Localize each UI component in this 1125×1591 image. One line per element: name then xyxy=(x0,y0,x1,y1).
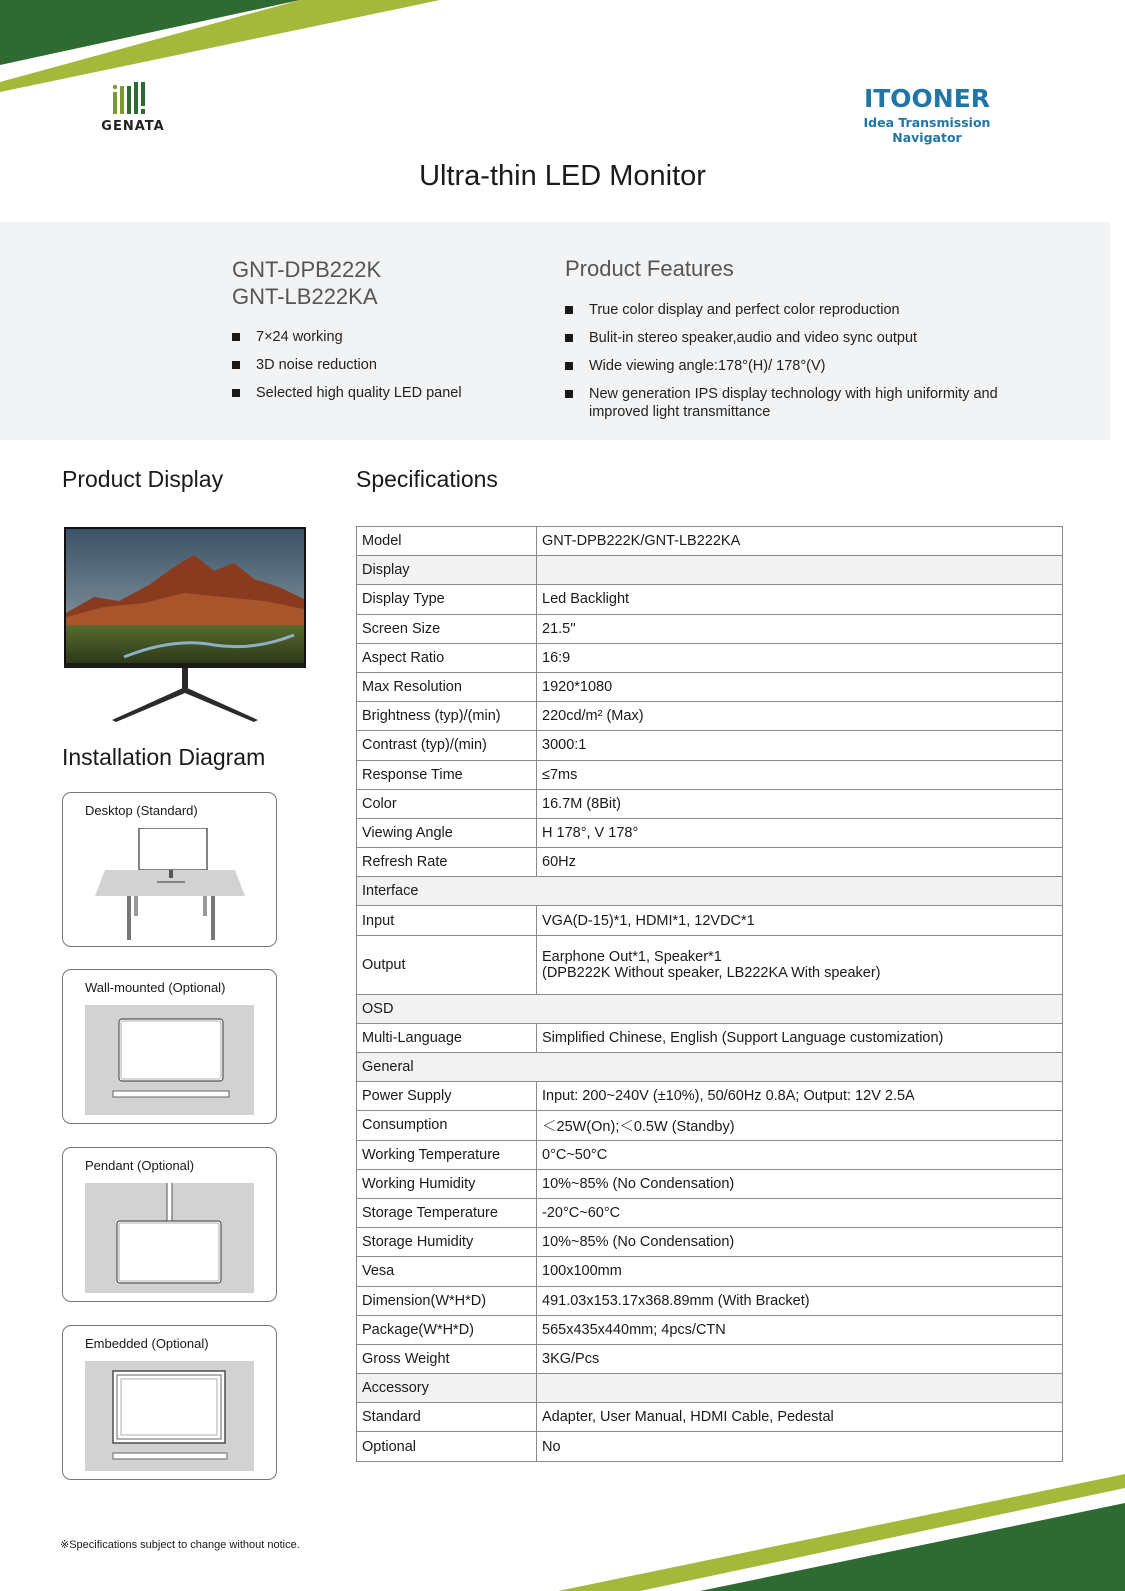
table-row xyxy=(357,760,1063,789)
spec-label: Refresh Rate xyxy=(357,848,537,877)
itooner-wordmark: ITOONER xyxy=(863,84,991,113)
spec-value: H 178°, V 178° xyxy=(537,818,1063,847)
spec-value: -20°C~60°C xyxy=(537,1198,1063,1227)
spec-value: 220cd/m² (Max) xyxy=(537,702,1063,731)
desktop-diagram xyxy=(85,828,255,940)
table-row xyxy=(357,1432,1063,1461)
table-row xyxy=(357,1111,1063,1140)
table-row xyxy=(357,1023,1063,1052)
spec-label: Contrast (typ)/(min) xyxy=(357,731,537,760)
spec-value xyxy=(537,556,1063,585)
model-names xyxy=(232,256,381,310)
table-row xyxy=(357,643,1063,672)
spec-label: Package(W*H*D) xyxy=(357,1315,537,1344)
spec-label: Model xyxy=(357,527,537,556)
spec-value: 491.03x153.17x368.89mm (With Bracket) xyxy=(537,1286,1063,1315)
spec-label: Output xyxy=(357,935,537,994)
embedded-diagram xyxy=(85,1361,254,1471)
product-display-title: Product Display xyxy=(62,466,224,492)
spec-label: OSD xyxy=(357,994,1063,1023)
table-row xyxy=(357,1257,1063,1286)
table-row xyxy=(357,1228,1063,1257)
install-option-pendant xyxy=(62,1147,277,1302)
features-title: Product Features xyxy=(565,256,734,281)
table-row xyxy=(357,877,1063,906)
install-option-desktop xyxy=(62,792,277,947)
table-row xyxy=(357,585,1063,614)
table-row xyxy=(357,527,1063,556)
spec-label: Dimension(W*H*D) xyxy=(357,1286,537,1315)
spec-label: Display xyxy=(357,556,537,585)
table-row xyxy=(357,1053,1063,1082)
spec-label: Viewing Angle xyxy=(357,818,537,847)
genata-logo xyxy=(100,82,166,134)
table-row xyxy=(357,994,1063,1023)
spec-value: Led Backlight xyxy=(537,585,1063,614)
table-row xyxy=(357,672,1063,701)
spec-value: 100x100mm xyxy=(537,1257,1063,1286)
spec-value: Adapter, User Manual, HDMI Cable, Pedestal xyxy=(537,1403,1063,1432)
table-row xyxy=(357,1082,1063,1111)
table-row xyxy=(357,935,1063,994)
spec-label: Response Time xyxy=(357,760,537,789)
spec-label: Standard xyxy=(357,1403,537,1432)
spec-label: Accessory xyxy=(357,1374,537,1403)
spec-label: Storage Humidity xyxy=(357,1228,537,1257)
pendant-diagram xyxy=(85,1183,254,1293)
install-option-label: Pendant (Optional) xyxy=(85,1158,195,1173)
table-row xyxy=(357,614,1063,643)
spec-value-line: Earphone Out*1, Speaker*1 xyxy=(542,948,722,965)
table-row xyxy=(357,906,1063,935)
spec-value: No xyxy=(537,1432,1063,1461)
table-row xyxy=(357,556,1063,585)
table-row xyxy=(357,1315,1063,1344)
spec-label: Screen Size xyxy=(357,614,537,643)
spec-value: 1920*1080 xyxy=(537,672,1063,701)
spec-label: Consumption xyxy=(357,1111,537,1140)
feature-list xyxy=(565,301,1025,431)
table-row xyxy=(357,1286,1063,1315)
itooner-logo xyxy=(832,84,1022,145)
spec-label: Multi-Language xyxy=(357,1023,537,1052)
spec-label: Working Humidity xyxy=(357,1169,537,1198)
table-row xyxy=(357,1403,1063,1432)
highlight-item: Selected high quality LED panel xyxy=(232,384,462,402)
feature-item: New generation IPS display technology with high uniformity and improved light transmittance xyxy=(565,385,1025,421)
spec-label: Interface xyxy=(357,877,1063,906)
model-name-1: GNT-DPB222K xyxy=(232,257,382,282)
spec-value: 3000:1 xyxy=(537,731,1063,760)
spec-label: Vesa xyxy=(357,1257,537,1286)
spec-value: 565x435x440mm; 4pcs/CTN xyxy=(537,1315,1063,1344)
model-name-2: GNT-LB222KA xyxy=(232,284,378,309)
highlight-list xyxy=(232,328,462,412)
spec-value-line: (DPB222K Without speaker, LB222KA With speaker) xyxy=(542,964,881,981)
table-row xyxy=(357,848,1063,877)
feature-item: Wide viewing angle:178°(H)/ 178°(V) xyxy=(565,357,1025,375)
spec-value: 10%~85% (No Condensation) xyxy=(537,1169,1063,1198)
spec-label: Display Type xyxy=(357,585,537,614)
spec-value: GNT-DPB222K/GNT-LB222KA xyxy=(537,527,1063,556)
spec-label: Power Supply xyxy=(357,1082,537,1111)
spec-value xyxy=(537,935,1063,994)
highlight-item: 3D noise reduction xyxy=(232,356,462,374)
spec-value: 60Hz xyxy=(537,848,1063,877)
spec-value: 3KG/Pcs xyxy=(537,1344,1063,1373)
wall-mounted-diagram xyxy=(85,1005,254,1115)
spec-label: Aspect Ratio xyxy=(357,643,537,672)
installation-title: Installation Diagram xyxy=(62,744,266,770)
spec-value: Simplified Chinese, English (Support Language customization) xyxy=(537,1023,1063,1052)
spec-label: Storage Temperature xyxy=(357,1198,537,1227)
product-image xyxy=(64,527,306,723)
table-row xyxy=(357,1169,1063,1198)
feature-item: Bulit-in stereo speaker,audio and video sync output xyxy=(565,329,1025,347)
table-row xyxy=(357,818,1063,847)
page-title: Ultra-thin LED Monitor xyxy=(419,160,706,192)
table-row xyxy=(357,1198,1063,1227)
spec-value: ≤7ms xyxy=(537,760,1063,789)
spec-value: ＜25W(On);＜0.5W (Standby) xyxy=(537,1111,1063,1140)
spec-label: General xyxy=(357,1053,1063,1082)
spec-value: 10%~85% (No Condensation) xyxy=(537,1228,1063,1257)
spec-label: Working Temperature xyxy=(357,1140,537,1169)
table-row xyxy=(357,1374,1063,1403)
install-option-wall xyxy=(62,969,277,1124)
table-row xyxy=(357,731,1063,760)
table-row xyxy=(357,1140,1063,1169)
itooner-tagline: Idea Transmission Navigator xyxy=(863,115,991,145)
specifications-title: Specifications xyxy=(356,466,498,492)
footnote: ※Specifications subject to change without notice. xyxy=(60,1539,300,1551)
install-option-embedded xyxy=(62,1325,277,1480)
spec-value: 16.7M (8Bit) xyxy=(537,789,1063,818)
spec-label: Input xyxy=(357,906,537,935)
spec-label: Gross Weight xyxy=(357,1344,537,1373)
spec-value: VGA(D-15)*1, HDMI*1, 12VDC*1 xyxy=(537,906,1063,935)
genata-bars-icon xyxy=(111,82,155,116)
spec-value: 0°C~50°C xyxy=(537,1140,1063,1169)
table-row xyxy=(357,702,1063,731)
install-option-label: Wall-mounted (Optional) xyxy=(85,980,226,995)
spec-label: Brightness (typ)/(min) xyxy=(357,702,537,731)
install-option-label: Embedded (Optional) xyxy=(85,1336,209,1351)
table-row xyxy=(357,1344,1063,1373)
feature-item: True color display and perfect color reproduction xyxy=(565,301,1025,319)
highlight-item: 7×24 working xyxy=(232,328,462,346)
spec-value: 16:9 xyxy=(537,643,1063,672)
spec-label: Color xyxy=(357,789,537,818)
table-row xyxy=(357,789,1063,818)
genata-wordmark: GENATA xyxy=(101,119,165,134)
spec-label: Optional xyxy=(357,1432,537,1461)
specifications-table xyxy=(356,526,1063,1462)
install-option-label: Desktop (Standard) xyxy=(85,803,198,818)
spec-value xyxy=(537,1374,1063,1403)
spec-label: Max Resolution xyxy=(357,672,537,701)
spec-value: Input: 200~240V (±10%), 50/60Hz 0.8A; Output: 12V 2.5A xyxy=(537,1082,1063,1111)
spec-value: 21.5'' xyxy=(537,614,1063,643)
